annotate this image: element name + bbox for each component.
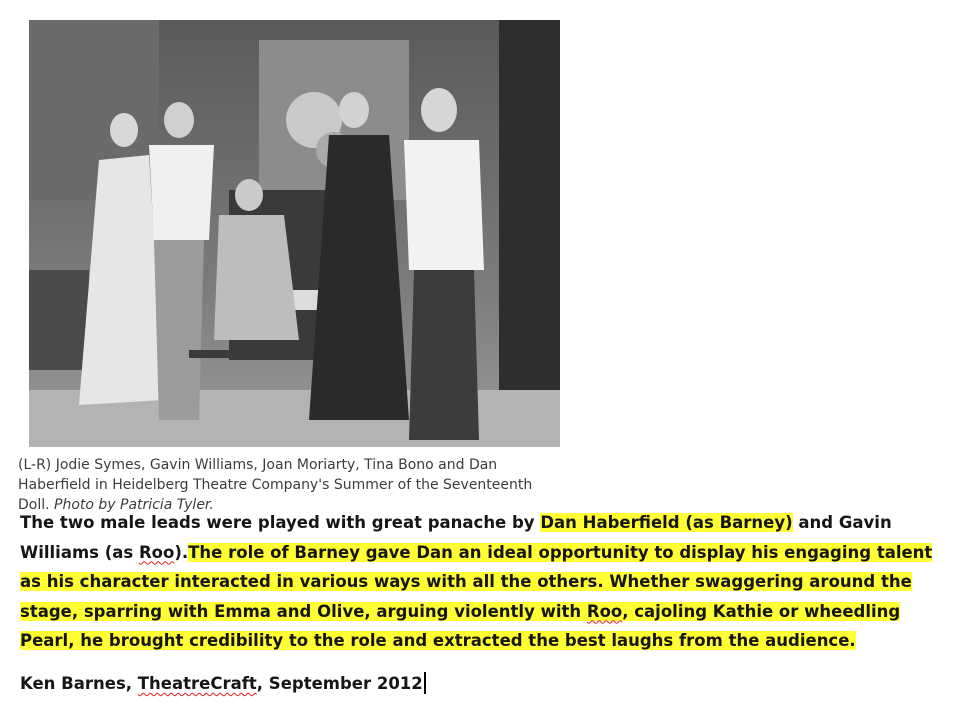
byline (20, 669, 426, 698)
photo-caption (18, 455, 538, 515)
review-text: The two male leads were played with great panache by (20, 513, 541, 532)
review-paragraph (20, 508, 950, 656)
spellcheck-word[interactable]: Roo (586, 601, 623, 621)
caption-credit: Photo by Patricia Tyler. (54, 497, 214, 513)
photo-image (29, 20, 560, 447)
highlighted-text: , cajoling Kathie or wheedling Pearl, he brought credibility to the role and extracted the best laughs from the audience. (20, 601, 901, 650)
highlighted-text: The role of Barney gave Dan an ideal opportunity to display his engaging talent as his character interacted in various ways with all the others. Whether swaggering around the stage, sparring with Emma and Olive, arguing violently with (20, 542, 933, 621)
byline-date: , September 2012 (256, 674, 423, 693)
spellcheck-word[interactable]: Roo (138, 542, 175, 562)
text-cursor (424, 672, 426, 694)
byline-publication[interactable]: TheatreCraft (137, 674, 257, 693)
production-photo (29, 20, 560, 447)
highlighted-text: Dan Haberfield (as Barney) (540, 513, 793, 532)
review-text: ). (174, 542, 189, 562)
caption-text: (L-R) Jodie Symes, Gavin Williams, Joan Moriarty, Tina Bono and Dan Haberfield in Heidelberg Theatre Company's Summer of the Seventeenth Doll. (18, 457, 533, 513)
review-text: and Gavin Williams (as (20, 513, 892, 562)
byline-author: Ken Barnes, (20, 674, 138, 693)
